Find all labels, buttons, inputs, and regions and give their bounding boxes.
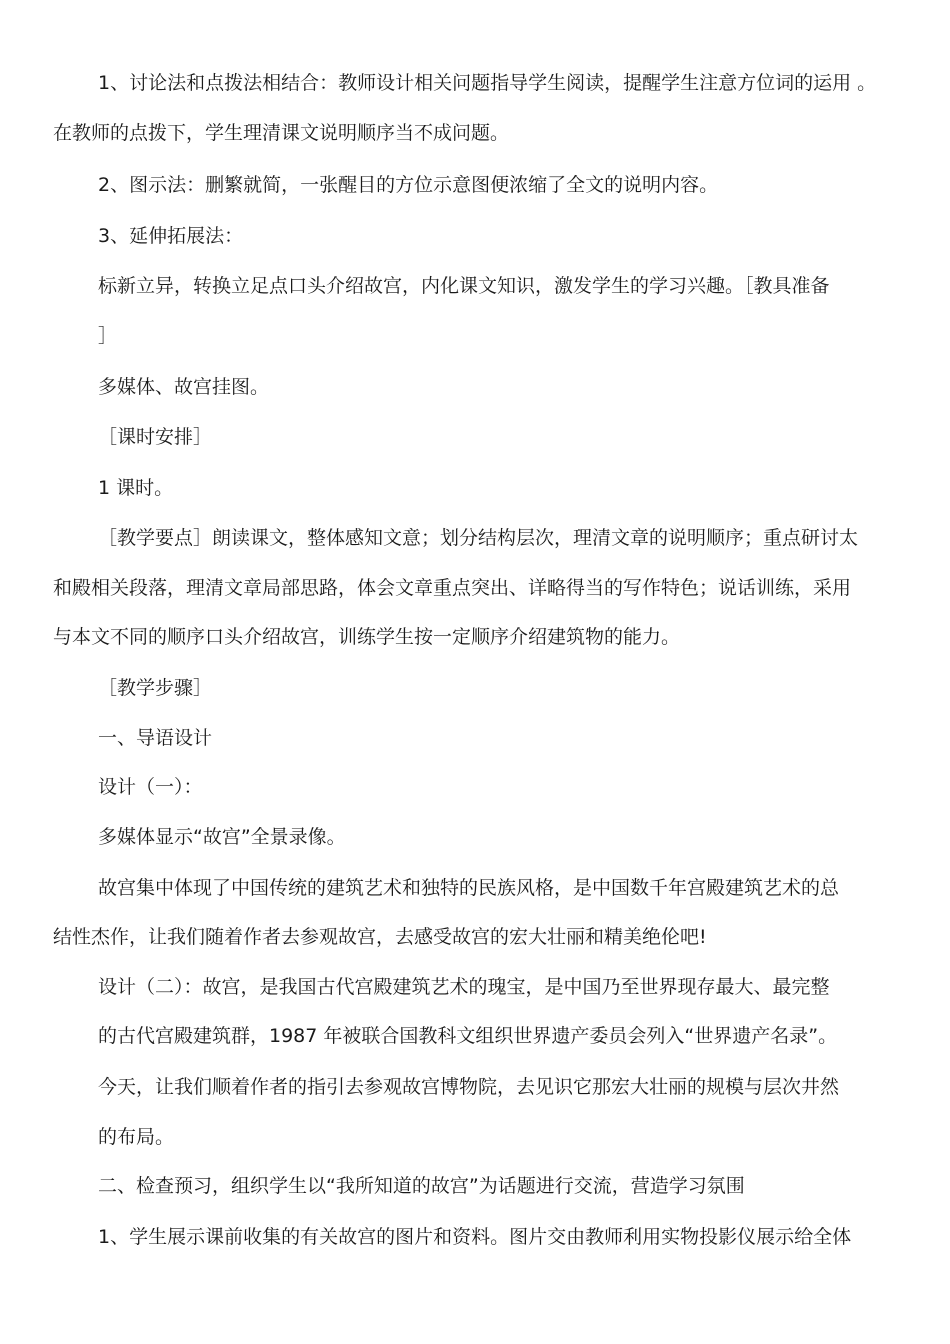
paragraph-line: 1、学生展示课前收集的有关故宫的图片和资料。图片交由教师利用实物投影仪展示给全体 xyxy=(98,1226,852,1248)
paragraph-line: 的古代宫殿建筑群，1987 年被联合国教科文组织世界遗产委员会列入“世界遗产名录”。 xyxy=(98,1025,838,1047)
paragraph-line: 设计（一）： xyxy=(98,776,203,798)
section-heading: ［课时安排］ xyxy=(98,426,213,448)
section-heading: 二、检查预习，组织学生以“我所知道的故宫”为话题进行交流，营造学习氛围 xyxy=(98,1175,745,1197)
paragraph-line: 多媒体显示“故宫”全景录像。 xyxy=(98,826,346,848)
paragraph-line: ］ xyxy=(98,325,118,347)
paragraph-line: 在教师的点拨下，学生理清课文说明顺序当不成问题。 xyxy=(53,122,510,144)
paragraph-line: 的布局。 xyxy=(98,1126,175,1148)
paragraph-line: 设计（二）：故宫，是我国古代宫殿建筑艺术的瑰宝，是中国乃至世界现存最大、最完整 xyxy=(98,976,830,998)
paragraph-line: 2、图示法：删繁就简，一张醒目的方位示意图便浓缩了全文的说明内容。 xyxy=(98,174,719,196)
section-heading: 一、导语设计 xyxy=(98,727,213,749)
paragraph-line: 与本文不同的顺序口头介绍故宫，训练学生按一定顺序介绍建筑物的能力。 xyxy=(53,626,681,648)
paragraph-line: 和殿相关段落，理清文章局部思路，体会文章重点突出、详略得当的写作特色；说话训练，采用 xyxy=(53,577,852,599)
paragraph-line: 1 课时。 xyxy=(98,477,174,499)
paragraph-line: 1、讨论法和点拨法相结合：教师设计相关问题指导学生阅读，提醒学生注意方位词的运用 。 xyxy=(98,72,877,94)
paragraph-line: 故宫集中体现了中国传统的建筑艺术和独特的民族风格，是中国数千年宫殿建筑艺术的总 xyxy=(98,877,840,899)
paragraph-line: 3、延伸拓展法： xyxy=(98,225,244,247)
paragraph-line: ［教学要点］朗读课文，整体感知文意；划分结构层次，理清文章的说明顺序；重点研讨太 xyxy=(98,527,859,549)
paragraph-line: 结性杰作，让我们随着作者去参观故宫，去感受故宫的宏大壮丽和精美绝伦吧! xyxy=(53,926,707,948)
paragraph-line: 多媒体、故宫挂图。 xyxy=(98,376,270,398)
paragraph-line: 今天，让我们顺着作者的指引去参观故宫博物院，去见识它那宏大壮丽的规模与层次井然 xyxy=(98,1076,840,1098)
paragraph-line: 标新立异，转换立足点口头介绍故宫，内化课文知识，激发学生的学习兴趣。［教具准备 xyxy=(98,275,830,297)
section-heading: ［教学步骤］ xyxy=(98,677,213,699)
